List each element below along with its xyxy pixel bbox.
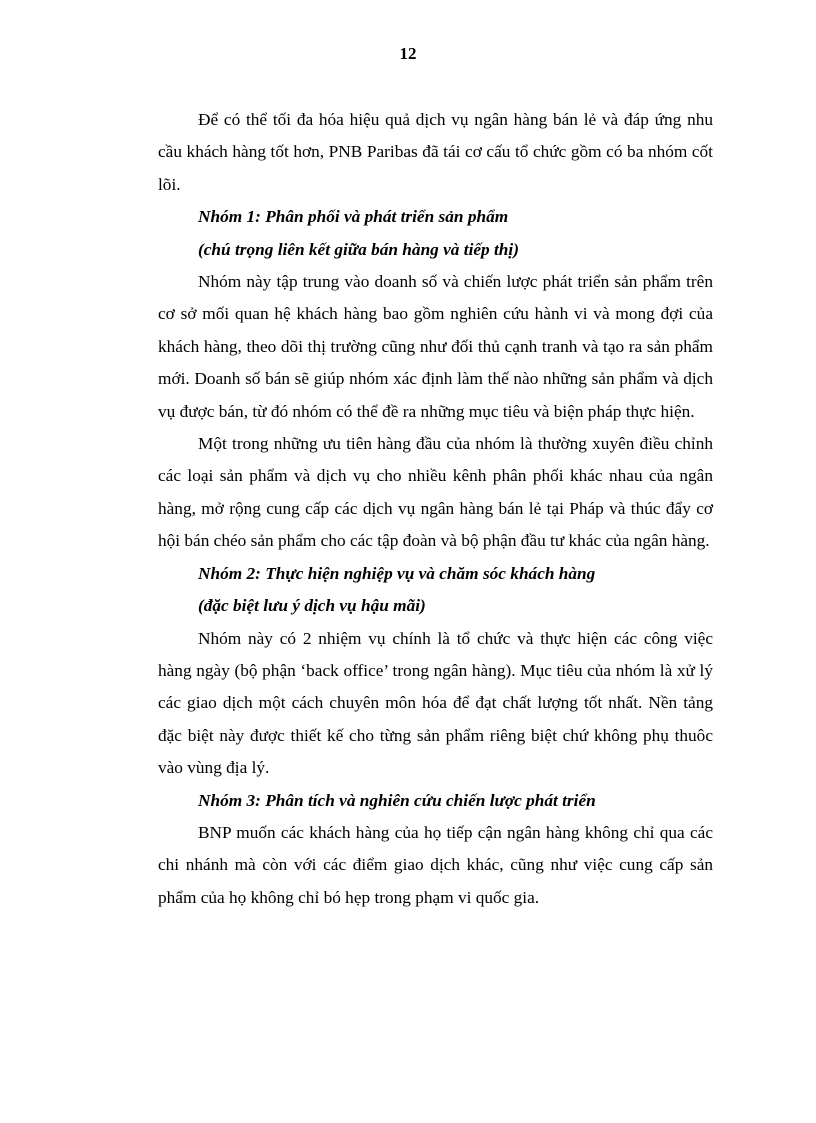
group-3-paragraph: BNP muốn các khách hàng của họ tiếp cận ngân hàng không chỉ qua các chi nhánh mà còn với các điểm giao dịch khác, cũng như việc cung cấp sản phẩm của họ không chỉ bó hẹp trong phạm vi quốc gia. [158,822,713,907]
document-body [158,104,713,914]
page-number: 12 [399,44,417,63]
intro-paragraph: Để có thể tối đa hóa hiệu quả dịch vụ ngân hàng bán lẻ và đáp ứng nhu cầu khách hàng tốt hơn, PNB Paribas đã tái cơ cấu tổ chức gồm có ba nhóm cốt lõi. [158,110,713,194]
group-3-heading: Nhóm 3: Phân tích và nghiên cứu chiến lược phát triển [198,790,596,810]
group-2-paragraph: Nhóm này có 2 nhiệm vụ chính là tổ chức và thực hiện các công việc hàng ngày (bộ phận ‘back office’ trong ngân hàng). Mục tiêu của nhóm là xử lý các giao dịch một cách chuyên môn hóa để đạt chất lượng tốt nhất. Nền tảng đặc biệt này được thiết kế cho từng sản phẩm riêng biệt chứ không phụ thuôc vào vùng địa lý. [158,628,713,778]
group-1-subheading: (chú trọng liên kết giữa bán hàng và tiếp thị) [198,239,519,259]
group-1-paragraph-2: Một trong những ưu tiên hàng đầu của nhóm là thường xuyên điều chỉnh các loại sản phẩm và dịch vụ cho nhiều kênh phân phối khác nhau của ngân hàng, mở rộng cung cấp các dịch vụ ngân hàng bán lẻ tại Pháp và thúc đẩy cơ hội bán chéo sản phẩm cho các tập đoàn và bộ phận đầu tư khác của ngân hàng. [158,434,713,551]
group-2-subheading: (đặc biệt lưu ý dịch vụ hậu mãi) [198,596,426,616]
group-2-heading: Nhóm 2: Thực hiện nghiệp vụ và chăm sóc khách hàng [198,563,596,583]
group-1-paragraph-1: Nhóm này tập trung vào doanh số và chiến lược phát triển sản phẩm trên cơ sở mối quan hệ khách hàng bao gồm nghiên cứu hành vi và mong đợi của khách hàng, theo dõi thị trường cũng như đối thủ cạnh tranh và tạo ra sản phẩm mới. Doanh số bán sẽ giúp nhóm xác định làm thế nào những sản phẩm và dịch vụ được bán, từ đó nhóm có thể đề ra những mục tiêu và biện pháp thực hiện. [158,272,713,421]
group-1-heading: Nhóm 1: Phân phối và phát triển sản phẩm [198,207,509,227]
